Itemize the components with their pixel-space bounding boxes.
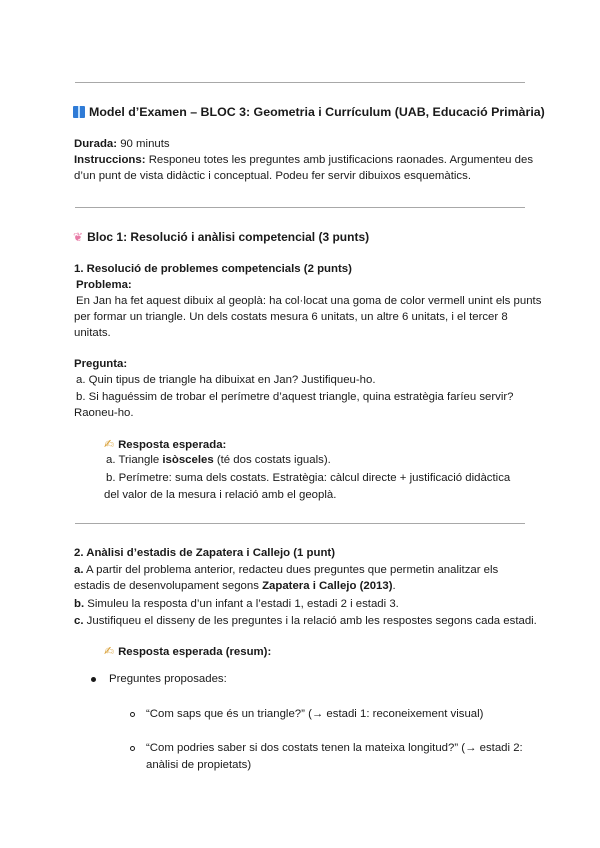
- answer-a-bold: isòsceles: [162, 454, 214, 466]
- bullet-proposed: Preguntes proposades:: [109, 673, 227, 685]
- bullet-dot-icon: [91, 677, 96, 682]
- question-1-title: 1. Resolució de problemes competencials (2 punts): [74, 263, 352, 275]
- bloc1-title: Bloc 1: Resolució i anàlisi competencial (3 punts): [87, 230, 370, 244]
- q2-c: [74, 613, 537, 629]
- instructions-label: Instruccions:: [74, 154, 146, 166]
- divider: [75, 82, 525, 83]
- answer-heading: [104, 436, 226, 453]
- sub-bullet-2-line1: “Com podries saber si dos costats tenen la mateixa longitud?” (→ estadi 2:: [146, 742, 523, 754]
- answer-label: Resposta esperada:: [118, 439, 227, 451]
- exam-title: [73, 104, 545, 120]
- instructions-line-1: [74, 152, 533, 168]
- question-b-1: b. Si haguéssim de trobar el perímetre d’aquest triangle, quina estratègia faríeu servir?: [76, 391, 514, 403]
- q2-a-1: [74, 562, 498, 578]
- instructions-text-1: Responeu totes les preguntes amb justificacions raonades. Argumenteu des: [145, 154, 534, 166]
- sub-bullet-2-line2: anàlisi de propietats): [146, 759, 252, 771]
- answer-a-prefix: a. Triangle: [106, 454, 163, 466]
- brain-icon: ❦: [73, 230, 84, 244]
- duration-line: [74, 136, 170, 152]
- q2-c-text: Justifiqueu el disseny de les preguntes i la relació amb les respostes segons cada estadi.: [83, 615, 537, 627]
- answer-a: [106, 452, 331, 468]
- question-label: Pregunta:: [74, 358, 128, 370]
- writing-hand-icon: ✍: [104, 644, 115, 658]
- q2-a2-bold: Zapatera i Callejo (2013): [262, 580, 393, 592]
- answer2-heading: [104, 643, 271, 660]
- exam-title-text: Model d’Examen – BLOC 3: Geometria i Currículum (UAB, Educació Primària): [89, 105, 545, 119]
- answer2-label: Resposta esperada (resum):: [118, 646, 272, 658]
- q2-a-text: A partir del problema anterior, redacteu dues preguntes que permetin analitzar els: [83, 564, 499, 576]
- answer-a-suffix: (té dos costats iguals).: [213, 454, 331, 466]
- q2-a-2: [74, 578, 396, 594]
- q2-a2-prefix: estadis de desenvolupament segons: [74, 580, 263, 592]
- question-2-title: 2. Anàlisi d’estadis de Zapatera i Callejo (1 punt): [74, 547, 335, 559]
- problem-text-3: unitats.: [74, 327, 111, 339]
- divider: [75, 523, 525, 524]
- answer-b-1: b. Perímetre: suma dels costats. Estratègia: càlcul directe + justificació didàctica: [106, 472, 511, 484]
- duration-label: Durada:: [74, 138, 118, 150]
- q2-b-prefix: b.: [74, 598, 85, 610]
- problem-text-2: per formar un triangle. Un dels costats mesura 6 unitats, un altre 6 unitats, i el tercer 8: [74, 311, 508, 323]
- circle-bullet-icon: [130, 712, 135, 717]
- writing-hand-icon: ✍: [104, 437, 115, 451]
- question-b-2: Raoneu-ho.: [74, 407, 134, 419]
- question-a: a. Quin tipus de triangle ha dibuixat en Jan? Justifiqueu-ho.: [76, 374, 376, 386]
- instructions-line-2: d’un punt de vista didàctic i conceptual. Podeu fer servir dibuixos esquemàtics.: [74, 170, 471, 182]
- q2-a2-suffix: .: [392, 580, 396, 592]
- book-icon: [73, 106, 85, 118]
- answer-b-2: del valor de la mesura i relació amb el geoplà.: [104, 489, 337, 501]
- sub-bullet-1: “Com saps que és un triangle?” (→ estadi 1: reconeixement visual): [146, 708, 484, 720]
- divider: [75, 207, 525, 208]
- duration-value: 90 minuts: [117, 138, 170, 150]
- bloc1-heading: [73, 229, 369, 245]
- q2-a-prefix: a.: [74, 564, 84, 576]
- problem-text-1: En Jan ha fet aquest dibuix al geoplà: ha col·locat una goma de color vermell unint els punts: [76, 295, 542, 307]
- q2-b: [74, 596, 399, 612]
- q2-c-prefix: c.: [74, 615, 84, 627]
- problem-label: Problema:: [76, 279, 132, 291]
- circle-bullet-icon: [130, 746, 135, 751]
- q2-b-text: Simuleu la resposta d’un infant a l’estadi 1, estadi 2 i estadi 3.: [84, 598, 399, 610]
